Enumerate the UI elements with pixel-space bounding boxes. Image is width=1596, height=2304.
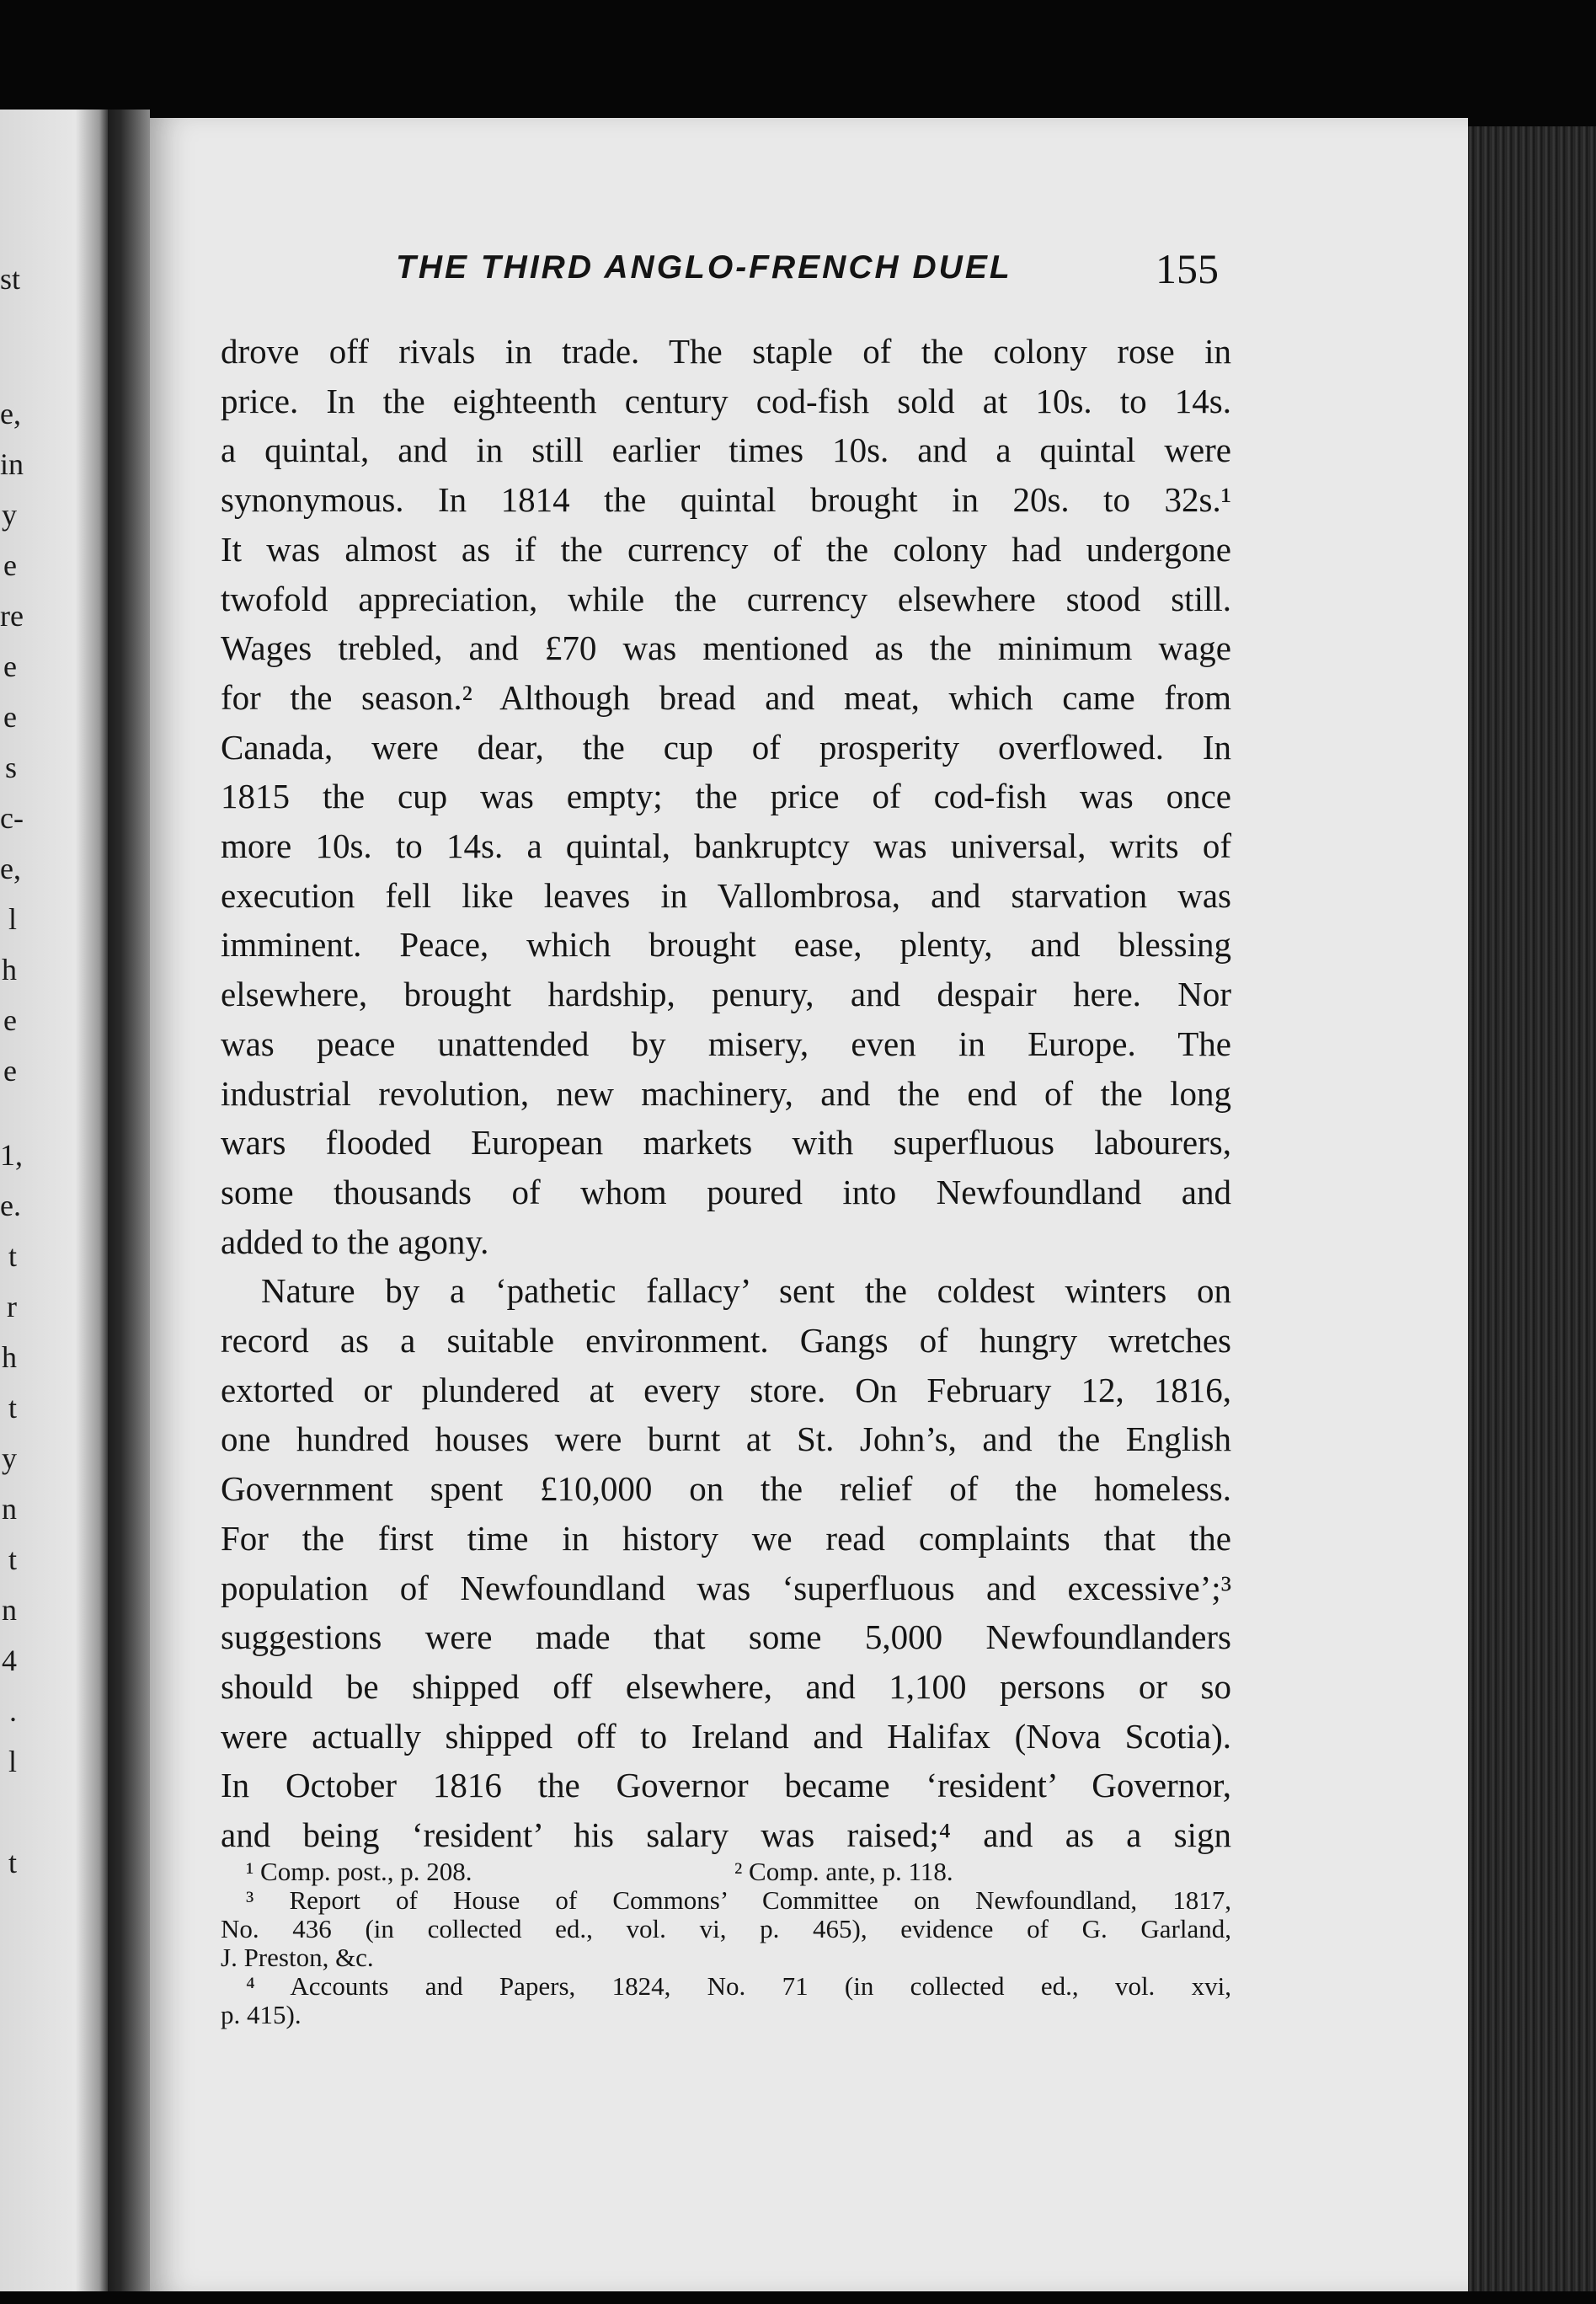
body-text [221, 327, 1231, 1860]
left-page-text-fragment: t [8, 1542, 17, 1576]
left-page-text-fragment: t [8, 1391, 17, 1425]
text-line: extorted or plundered at every store. On February 12, 1816, [221, 1370, 1231, 1409]
text-line: 1815 the cup was empty; the price of cod-fish was once [221, 777, 1231, 816]
left-page-text-fragment: e [3, 1003, 17, 1037]
left-page-text-fragment: in [0, 447, 24, 481]
footnote-row [221, 1858, 1231, 1886]
left-page-text-fragment: t [8, 1239, 17, 1273]
left-page-text-fragment: l [8, 902, 17, 936]
left-page-text-fragment: e. [0, 1189, 21, 1222]
footnote-1: ¹ Comp. post., p. 208. [246, 1857, 472, 1886]
text-line: In October 1816 the Governor became ‘resident’ Governor, [221, 1766, 1231, 1805]
footnote-2: ² Comp. ante, p. 118. [734, 1857, 953, 1886]
text-line: population of Newfoundland was ‘superfluous and excessive’;³ [221, 1568, 1231, 1607]
footnote-3-continued: No. 436 (in collected ed., vol. vi, p. 465), evidence of G. Garland, [221, 1914, 1231, 1943]
left-page-text-fragment: r [7, 1290, 17, 1323]
left-page-text-fragment: c- [0, 801, 24, 835]
text-line: more 10s. to 14s. a quintal, bankruptcy was universal, writs of [221, 826, 1231, 866]
text-line: record as a suitable environment. Gangs of hungry wretches [221, 1321, 1231, 1360]
left-page-text-fragment: y [2, 1441, 17, 1475]
left-page-text-fragment: t [8, 1846, 17, 1879]
text-line: elsewhere, brought hardship, penury, and despair here. Nor [221, 975, 1231, 1014]
left-page-text-fragment: n [2, 1593, 17, 1627]
book-binding-gutter [108, 110, 150, 2291]
text-line: were actually shipped off to Ireland and Halifax (Nova Scotia). [221, 1716, 1231, 1756]
left-page-text-fragment: 4 [2, 1644, 17, 1677]
text-line: and being ‘resident’ his salary was raised;⁴ and as a sign [221, 1815, 1231, 1855]
footnote-3-continued: J. Preston, &c. [221, 1943, 374, 1972]
text-line: added to the agony. [221, 1221, 489, 1261]
left-page-text-fragment: 1, [0, 1138, 23, 1172]
left-page-text-fragment: h [2, 1340, 17, 1374]
left-page-text-fragment: y [2, 498, 17, 532]
text-line: For the first time in history we read complaints that the [221, 1518, 1231, 1558]
footnote-4-continued: p. 415). [221, 2000, 302, 2029]
page-header [396, 244, 1238, 303]
text-line: imminent. Peace, which brought ease, plenty, and blessing [221, 925, 1231, 965]
page-edges [1468, 126, 1596, 2291]
left-page-text-fragment: e [3, 1054, 17, 1088]
left-page-text-fragment: e [3, 650, 17, 683]
left-page-text-fragment: . [9, 1694, 17, 1728]
text-line: suggestions were made that some 5,000 Newfoundlanders [221, 1617, 1231, 1657]
text-line: twofold appreciation, while the currency elsewhere stood still. [221, 579, 1231, 618]
text-line: a quintal, and in still earlier times 10s. and a quintal were [221, 430, 1231, 470]
text-line: for the season.² Although bread and meat, which came from [221, 677, 1231, 717]
left-page-text-fragment: e [3, 700, 17, 734]
text-line: price. In the eighteenth century cod-fish sold at 10s. to 14s. [221, 381, 1231, 420]
text-line: one hundred houses were burnt at St. John’s, and the English [221, 1419, 1231, 1459]
footnote-3: ³ Report of House of Commons’ Committee on Newfoundland, 1817, [246, 1885, 1231, 1915]
text-line: It was almost as if the currency of the colony had undergone [221, 529, 1231, 569]
left-page-text-fragment: re [0, 599, 24, 633]
text-line: drove off rivals in trade. The staple of the colony rose in [221, 332, 1231, 371]
left-page-text-fragment: e [3, 548, 17, 582]
left-page-text-fragment: e, [0, 852, 21, 885]
left-page-text-fragment: n [2, 1492, 17, 1526]
running-head: THE THIRD ANGLO-FRENCH DUEL [396, 249, 1012, 286]
left-page-text-fragment: h [2, 953, 17, 986]
left-page-fragment [0, 110, 108, 2291]
paragraph-first-line: Nature by a ‘pathetic fallacy’ sent the coldest winters on [261, 1271, 1231, 1311]
text-line: industrial revolution, new machinery, and the end of the long [221, 1073, 1231, 1113]
left-page-text-fragment: e, [0, 397, 21, 430]
text-line: wars flooded European markets with superfluous labourers, [221, 1123, 1231, 1163]
text-line: Wages trebled, and £70 was mentioned as the minimum wage [221, 628, 1231, 668]
left-page-text-fragment: st [0, 262, 21, 296]
left-page-text-fragment: s [4, 751, 17, 784]
text-line: some thousands of whom poured into Newfoundland and [221, 1172, 1231, 1211]
left-page-text-fragment: l [8, 1745, 17, 1778]
footnotes [221, 1858, 1231, 2029]
footnote-4: ⁴ Accounts and Papers, 1824, No. 71 (in collected ed., vol. xvi, [246, 1971, 1231, 2001]
text-line: synonymous. In 1814 the quintal brought in 20s. to 32s.¹ [221, 480, 1231, 520]
page-number: 155 [1156, 245, 1219, 292]
text-line: execution fell like leaves in Vallombrosa, and starvation was [221, 875, 1231, 915]
text-line: should be shipped off elsewhere, and 1,100 persons or so [221, 1666, 1231, 1706]
text-line: Government spent £10,000 on the relief of the homeless. [221, 1469, 1231, 1509]
text-line: was peace unattended by misery, even in Europe. The [221, 1024, 1231, 1063]
text-line: Canada, were dear, the cup of prosperity overflowed. In [221, 727, 1231, 767]
